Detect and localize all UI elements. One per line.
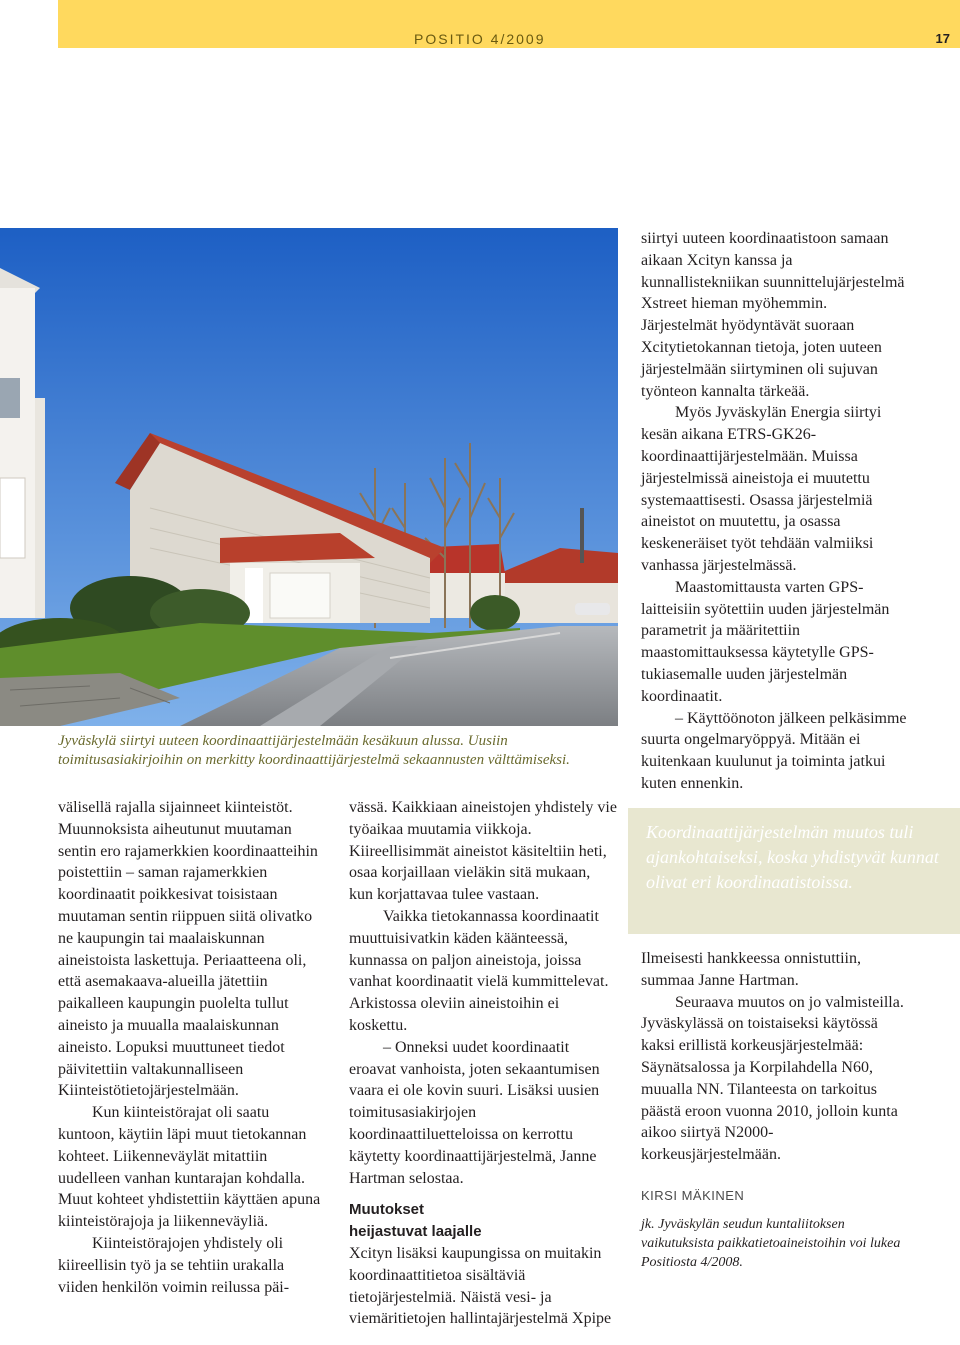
subheading [349, 1199, 617, 1243]
paragraph: Kun kiinteistörajat oli saatu kuntoon, käytiin läpi muut tietokannan kohteet. Liikenneväylät mitattiin uudelleen vanhan kuntarajan kohdalla. Muut kohteet yhdistettiin käyttäen apuna kiinteistörajoja ja liikenneväyliä. [58, 1104, 321, 1231]
paragraph: Vaikka tietokannassa koordinaatit muuttuisivatkin käden käänteessä, kunnassa on paljon aineistoja, joissa vanhat koordinaatit vielä kummittelevat. Arkistossa oleviin aineistoihin ei koskettu. [349, 907, 609, 1034]
paragraph: Xcityn lisäksi kaupungissa on muitakin koordinaattitietoa sisältäviä tietojärjestelmiä. Näistä vesi- ja viemäritietojen hallintajärjestelmä Xpipe [349, 1244, 612, 1328]
subheading-line-2: heijastuvat laajalle [349, 1223, 482, 1241]
author-byline: KIRSI MÄKINEN [641, 1188, 745, 1203]
photo-caption: Jyväskylä siirtyi uuteen koordinaattijärjestelmään kesäkuun alussa. Uusiin toimitusasiakirjoihin on merkitty koordinaattijärjestelmä sekaannusten välttämiseksi. [58, 733, 570, 768]
source-note: jk. Jyväskylän seudun kuntaliitoksen vaikutuksista paikkatietoaineistoihin voi lukea Positiosta 4/2008. [641, 1217, 901, 1270]
paragraph: välisellä rajalla sijainneet kiinteistöt. Muunnoksista aiheutunut muutaman sentin ero rajamerkkien koordinaatteihin poistettiin – saman rajamerkkien koordinaatit poikkesivat toisistaan muutaman sentin riippuen siitä olivatko ne kaupungin tai maalaiskunnan aineistoista laskettuja. Periaatteena oli, että asemakaava-alueilla jätettiin paikalleen kaupungin puolelta tullut aineisto ja muualla maalaiskunnan aineisto. Lopuksi muuttuneet tiedot päivitettiin valtakunnalliseen Kiinteistötietojärjestelmään. [58, 799, 318, 1100]
paragraph: – Onneksi uudet koordinaatit eroavat vanhoista, joten sekaantumisen vaara ei ole kovin suuri. Lisäksi uusien toimitusasiakirjojen koordinaattiluetteloissa on kerrottu käytetty koordinaattijärjestelmä, Janne Hartman selostaa. [349, 1038, 600, 1187]
text-column-3 [641, 228, 907, 795]
text-column-1 [58, 797, 322, 1298]
street-photo [0, 228, 618, 726]
paragraph: vässä. Kaikkiaan aineistojen yhdistely vie työaikaa muutamia viikkoja. Kiireellisimmät aineistot käsiteltiin heti, osaa korjaillaan vieläkin sitä mukaan, kun korjattavaa tulee vastaan. [349, 799, 617, 904]
text-column-2 [349, 797, 617, 1330]
publication-title: POSITIO 4/2009 [414, 31, 546, 47]
paragraph: – Käyttöönoton jälkeen pelkäsimme suurta ongelmaryöppyä. Mitään ei kuitenkaan kuulunut ja toiminta jatkui kuten ennenkin. [641, 709, 907, 792]
paragraph: Maastomittausta varten GPS-laitteisiin syötettiin uuden järjestelmän parametrit ja määritettiin maastomittauksessa käytetylle GPS-tukiasemalle uuden järjestelmän koordinaatit. [641, 578, 890, 705]
paragraph: Ilmeisesti hankkeessa onnistuttiin, summaa Janne Hartman. [641, 950, 861, 989]
page-number: 17 [935, 31, 950, 46]
paragraph: Seuraava muutos on jo valmisteilla. Jyväskylässä on toistaiseksi käytössä kaksi erillistä korkeusjärjestelmää: Säynätsalossa ja Korpilahdella N60, muualla NN. Tilanteesta on tarkoitus päästä eroon vuonna 2010, jolloin kunta aikoo siirtyä N2000-korkeusjärjestelmään. [641, 993, 904, 1164]
pull-quote-text: Koordinaattijärjestelmän muutos tuli ajankohtaiseksi, koska yhdistyvät kunnat olivat eri koordinaatistoissa. [646, 822, 939, 892]
paragraph: Myös Jyväskylän Energia siirtyi kesän aikana ETRS-GK26-koordinaattijärjestelmään. Muissa järjestelmissä aineistoja ei muutettu systemaattisesti. Osassa järjestelmiä aineistot on muutettu, ja osassa keskeneräiset työt tehdään valmiiksi vanhassa järjestelmässä. [641, 404, 882, 574]
pull-quote-box [628, 808, 960, 934]
header-band [58, 0, 960, 48]
text-column-4 [641, 948, 907, 1166]
subheading-line-1: Muutokset [349, 1201, 424, 1219]
paragraph: Kiinteistörajojen yhdistely oli kiireellisin työ ja se tehtiin urakalla viiden henkilön voimin reilussa päi- [58, 1234, 290, 1296]
paragraph: siirtyi uuteen koordinaatistoon samaan aikaan Xcityn kanssa ja kunnallistekniikan suunnittelujärjestelmä Xstreet hieman myöhemmin. Järjestelmät hyödyntävät suoraan Xcitytietokannan tietoja, joten uuteen järjestelmään siirtyminen oli sujuvan työnteon kannalta tärkeää. [641, 230, 905, 400]
